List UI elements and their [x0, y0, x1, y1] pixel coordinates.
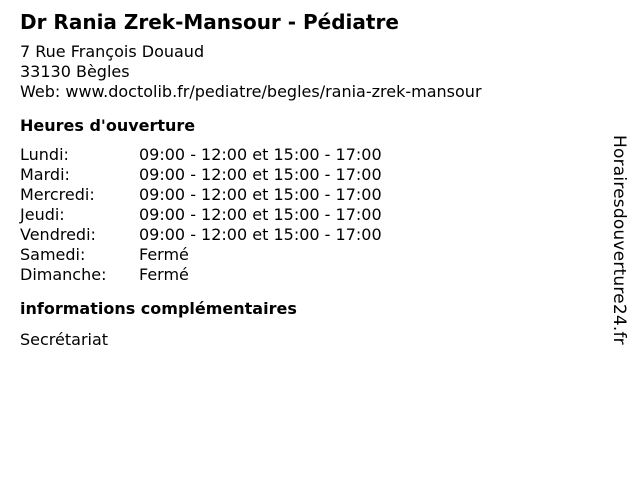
extra-info-text: Secrétariat — [20, 330, 109, 349]
hours-time: 09:00 - 12:00 et 15:00 - 17:00 — [139, 145, 382, 164]
hours-day: Vendredi: — [20, 225, 96, 244]
hours-heading: Heures d'ouverture — [20, 116, 196, 135]
hours-day: Jeudi: — [20, 205, 65, 224]
hours-row-monday — [20, 145, 600, 165]
content — [20, 8, 600, 350]
watermark-text: Horairesdouverture24.fr — [609, 135, 629, 345]
hours-row-thursday — [20, 205, 600, 225]
hours-day: Samedi: — [20, 245, 86, 264]
hours-day: Mardi: — [20, 165, 70, 184]
hours-row-saturday — [20, 245, 600, 265]
address-street: 7 Rue François Douaud — [20, 42, 205, 61]
hours-time: 09:00 - 12:00 et 15:00 - 17:00 — [139, 165, 382, 184]
address-city: 33130 Bègles — [20, 62, 130, 81]
hours-time: 09:00 - 12:00 et 15:00 - 17:00 — [139, 205, 382, 224]
extra-info-heading: informations complémentaires — [20, 299, 297, 318]
watermark — [606, 135, 632, 345]
address-block — [20, 42, 600, 102]
hours-row-tuesday — [20, 165, 600, 185]
hours-day: Dimanche: — [20, 265, 107, 284]
address-web: Web: www.doctolib.fr/pediatre/begles/rania-zrek-mansour — [20, 82, 482, 101]
hours-table — [20, 145, 600, 285]
hours-time: 09:00 - 12:00 et 15:00 - 17:00 — [139, 225, 382, 244]
hours-row-sunday — [20, 265, 600, 285]
hours-day: Mercredi: — [20, 185, 95, 204]
hours-day: Lundi: — [20, 145, 69, 164]
hours-time: Fermé — [139, 245, 189, 264]
hours-time: Fermé — [139, 265, 189, 284]
hours-time: 09:00 - 12:00 et 15:00 - 17:00 — [139, 185, 382, 204]
page-title: Dr Rania Zrek-Mansour - Pédiatre — [20, 10, 399, 34]
hours-row-friday — [20, 225, 600, 245]
hours-row-wednesday — [20, 185, 600, 205]
